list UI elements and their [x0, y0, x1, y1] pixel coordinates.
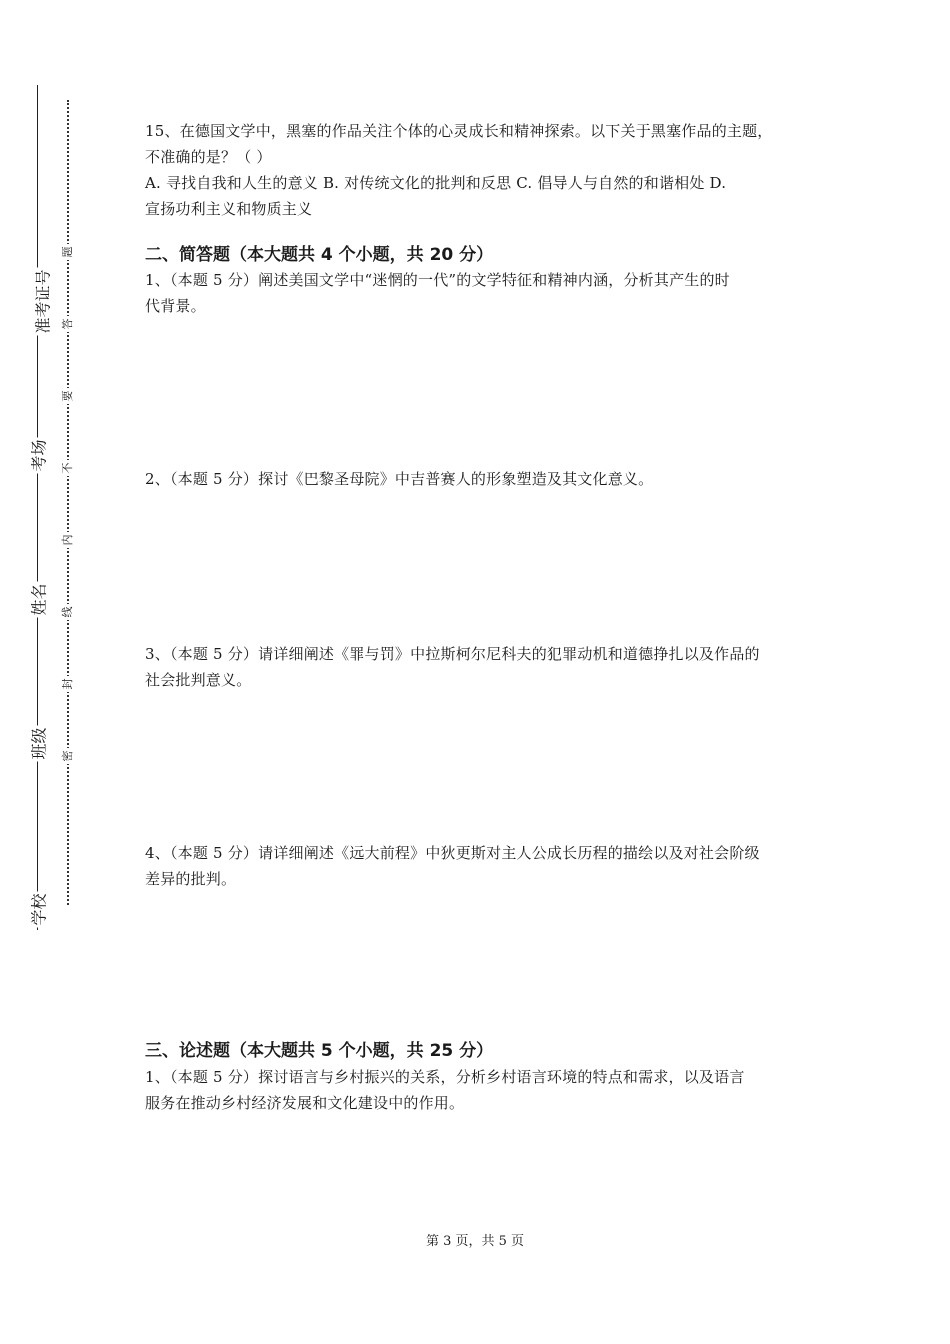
- seal-char: 不: [61, 460, 75, 476]
- question-stem: 15、在德国文学中，黑塞的作品关注个体的心灵成长和精神探索。以下关于黑塞作品的主题，: [145, 122, 773, 140]
- field-name: 姓名: [27, 581, 50, 617]
- binding-margin: [0, 0, 100, 1344]
- short-answer-2: 2、（本题 5 分）探讨《巴黎圣母院》中吉普赛人的形象塑造及其文化意义。: [145, 470, 654, 488]
- question-15: [145, 118, 825, 222]
- question-options: 宣扬功利主义和物质主义: [145, 200, 313, 218]
- binding-line: [37, 85, 38, 930]
- seal-char: 封: [61, 676, 75, 692]
- essay-1: 1、（本题 5 分）探讨语言与乡村振兴的关系，分析乡村语言环境的特点和需求，以及语言 服务在推动乡村经济发展和文化建设中的作用。: [145, 1068, 745, 1112]
- field-school: 学校: [27, 891, 50, 927]
- seal-dotted-line: [67, 100, 69, 905]
- short-answer-3: 3、（本题 5 分）请详细阐述《罪与罚》中拉斯柯尔尼科夫的犯罪动机和道德挣扎以及作品的 社会批判意义。: [145, 645, 760, 689]
- seal-char: 题: [61, 244, 75, 260]
- seal-char: 要: [61, 388, 75, 404]
- section-2-title: 二、简答题（本大题共 4 个小题，共 20 分）: [145, 245, 494, 265]
- field-exam-room: 考场: [27, 437, 50, 473]
- seal-char: 线: [61, 604, 75, 620]
- section-3-title: 三、论述题（本大题共 5 个小题，共 25 分）: [145, 1041, 494, 1061]
- field-class: 班级: [27, 725, 50, 761]
- short-answer-1: 1、（本题 5 分）阐述美国文学中“迷惘的一代”的文学特征和精神内涵，分析其产生的时 代背景。: [145, 271, 730, 315]
- short-answer-4: 4、（本题 5 分）请详细阐述《远大前程》中狄更斯对主人公成长历程的描绘以及对社会阶级 差异的批判。: [145, 844, 760, 888]
- question-options: A. 寻找自我和人生的意义 B. 对传统文化的批判和反思 C. 倡导人与自然的和谐相处 D.: [145, 174, 727, 192]
- question-stem: 不准确的是？（ ）: [145, 148, 272, 166]
- seal-char: 答: [61, 316, 75, 332]
- page-number: 第 3 页，共 5 页: [425, 1234, 525, 1249]
- seal-char: 密: [61, 748, 75, 764]
- field-exam-id: 准考证号: [31, 267, 54, 335]
- seal-char: 内: [61, 532, 75, 548]
